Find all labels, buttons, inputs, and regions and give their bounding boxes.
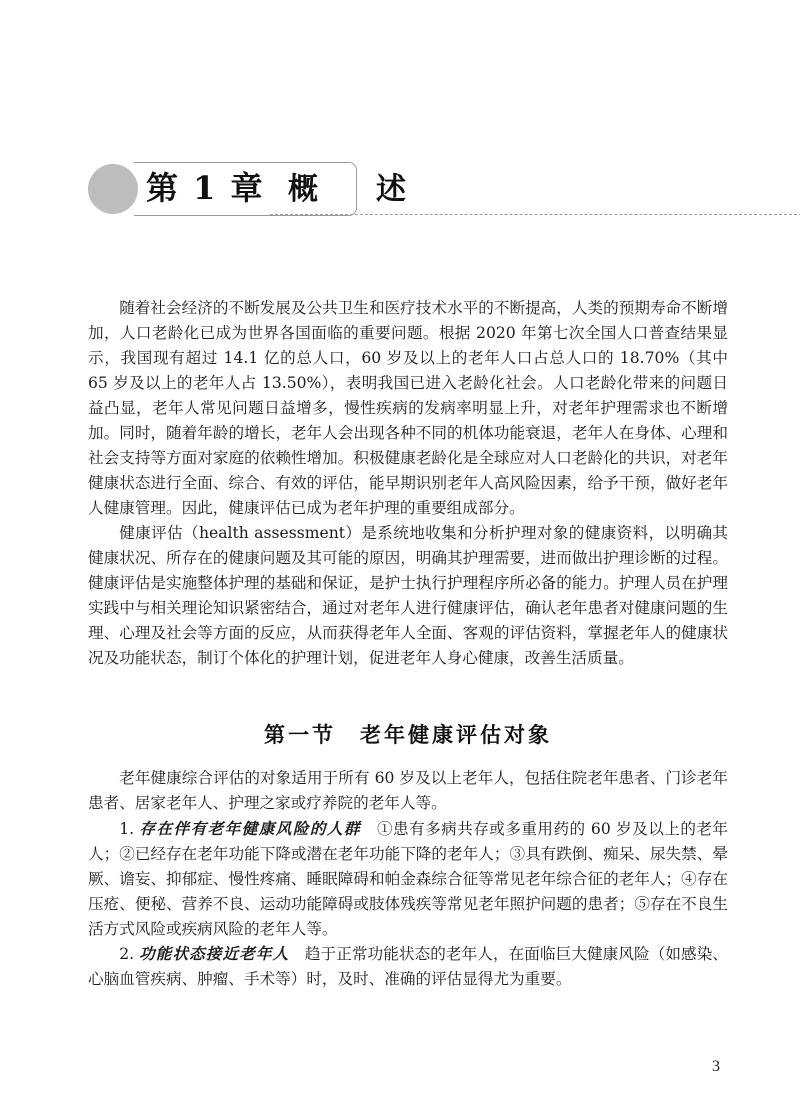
chapter-circle-ornament [88, 164, 138, 214]
section-intro-paragraph: 老年健康综合评估的对象适用于所有 60 岁及以上老年人，包括住院老年患者、门诊老年患者、居家老年人、护理之家或疗养院的老年人等。 [88, 769, 728, 812]
list-item [88, 816, 728, 942]
page-number: 3 [712, 1058, 720, 1075]
list-item-term: 功能状态接近老年人 [139, 944, 290, 963]
list-item-number: 1. [119, 820, 140, 838]
intro-paragraph-1: 随着社会经济的不断发展及公共卫生和医疗技术水平的不断提高，人类的预期寿命不断增加，人口老龄化已成为世界各国面临的重要问题。根据 2020 年第七次全国人口普查结果显示，我国现有超过 14.1 亿的总人口，60 岁及以上的老年人口占总人口的 18.70%（其中 65 岁及以上的老年人占 13.50%），表明我国已进入老龄化社会。人口老龄化带来的问题日益凸显，老年人常见问题日益增多，慢性疾病的发病率明显上升，对老年护理需求也不断增加。同时，随着年龄的增长，老年人会出现各种不同的机体功能衰退，老年人在身体、心理和社会支持等方面对家庭的依赖性增加。积极健康老龄化是全球应对人口老龄化的共识，对老年健康状态进行全面、综合、有效的评估，能早期识别老年人高风险因素，给予干预，做好老年人健康管理。因此，健康评估已成为老年护理的重要组成部分。 [88, 299, 728, 517]
list-item-text: 趋于正常功能状态的老年人，在面临巨大健康风险（如感染、心脑血管疾病、肿瘤、手术等）时，及时、准确的评估显得尤为重要。 [88, 945, 728, 988]
list-item-term: 存在伴有老年健康风险的人群 [139, 819, 361, 838]
list-item [88, 941, 728, 992]
chapter-header [88, 158, 728, 220]
list-item-text: ①患有多病共存或多重用药的 60 岁及以上的老年人；②已经存在老年功能下降或潜在老年功能下降的老年人；③具有跌倒、痴呆、尿失禁、晕厥、谵妄、抑郁症、慢性疼痛、睡眠障碍和帕金森综合征等常见老年综合征的老年人；④存在压疮、便秘、营养不良、运动功能障碍或肢体残疾等常见老年照护问题的患者；⑤存在不良生活方式风险或疾病风险的老年人等。 [88, 820, 728, 938]
intro-paragraph-2: 健康评估（health assessment）是系统地收集和分析护理对象的健康资料，以明确其健康状况、所存在的健康问题及其可能的原因，明确其护理需要，进而做出护理诊断的过程。健康评估是实施整体护理的基础和保证，是护士执行护理程序所必备的能力。护理人员在护理实践中与相关理论知识紧密结合，通过对老年人进行健康评估，确认老年患者对健康问题的生理、心理及社会等方面的反应，从而获得老年人全面、客观的评估资料，掌握老年人的健康状况及功能状态，制订个体化的护理计划，促进老年人身心健康，改善生活质量。 [88, 524, 728, 667]
list-item-number: 2. [119, 945, 140, 963]
chapter-divider [270, 214, 800, 215]
chapter-title: 概述 [288, 172, 464, 207]
section-heading: 第一节 老年健康评估对象 [264, 722, 552, 747]
chapter-number: 第 1 章 [146, 169, 265, 207]
